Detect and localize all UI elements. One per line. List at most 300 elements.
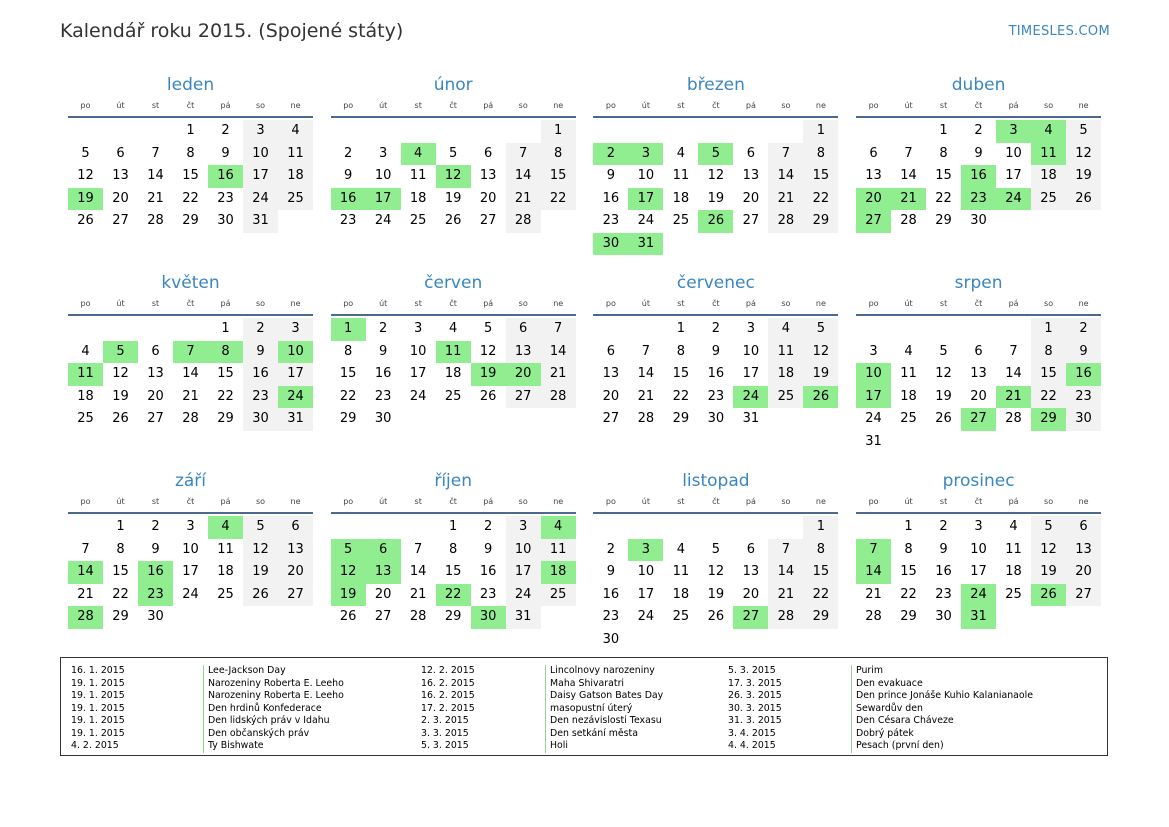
day-cell: 13	[742, 564, 760, 579]
day-cell: 25	[672, 609, 690, 624]
day-cell: 9	[606, 168, 616, 183]
day-cell: 19	[803, 363, 838, 386]
day-cell: 8	[676, 343, 686, 359]
weekday-label: st	[677, 101, 685, 110]
holiday-date-column	[71, 665, 125, 753]
holiday-day: 16	[208, 165, 243, 188]
day-cell: 22	[112, 586, 129, 602]
day-cell: 28	[768, 210, 803, 233]
holiday-name: Den setkání města	[545, 728, 663, 741]
day-cell: 31	[278, 408, 313, 431]
weekday-label: út	[641, 497, 650, 506]
empty-cell	[996, 606, 1031, 629]
day-cell: 10	[506, 539, 541, 562]
day-cell: 2	[711, 321, 721, 336]
empty-cell	[733, 120, 768, 143]
day-cell: 4	[904, 343, 913, 359]
weekday-label: so	[1044, 497, 1054, 506]
empty-cell	[278, 210, 313, 233]
day-cell: 19	[935, 388, 952, 404]
day-cell: 30	[217, 213, 234, 228]
weekday-header	[68, 494, 313, 514]
weekday-label: pá	[483, 299, 494, 308]
day-cell: 14	[409, 564, 427, 579]
weekday-label: po	[868, 299, 879, 308]
holiday-day: 26	[803, 386, 838, 409]
day-cell: 1	[676, 321, 686, 336]
day-cell: 2	[939, 519, 948, 534]
weekday-label: po	[343, 101, 354, 110]
holiday-day: 11	[1031, 143, 1066, 166]
holiday-day: 11	[68, 363, 103, 386]
day-cell: 27	[506, 386, 541, 409]
holiday-list	[60, 657, 1108, 756]
day-cell: 15	[339, 366, 357, 381]
empty-cell	[768, 629, 803, 652]
holiday-day: 22	[436, 584, 471, 607]
holiday-day: 30	[471, 606, 506, 629]
day-cell: 23	[1066, 386, 1101, 409]
day-cell: 5	[449, 145, 458, 161]
day-cell: 20	[278, 561, 313, 584]
day-cell: 21	[147, 190, 164, 206]
day-cell: 4	[768, 318, 803, 341]
holiday-day: 20	[856, 188, 891, 211]
day-cell: 17	[637, 586, 655, 602]
weekday-label: út	[379, 101, 388, 110]
day-cell: 12	[77, 168, 94, 183]
empty-cell	[401, 408, 436, 431]
day-cell: 13	[147, 366, 164, 381]
empty-cell	[926, 431, 961, 454]
day-grid	[331, 318, 576, 431]
month-name: září	[174, 471, 207, 491]
holiday-name: Narozeniny Roberta E. Leeho	[203, 678, 344, 691]
day-cell: 26	[1066, 188, 1101, 211]
day-cell: 27	[742, 213, 760, 228]
empty-cell	[541, 408, 576, 431]
holiday-date: 19. 1. 2015	[71, 702, 125, 714]
day-cell: 4	[676, 145, 686, 161]
holiday-day: 12	[331, 561, 366, 584]
empty-cell	[1031, 210, 1066, 233]
empty-cell	[663, 629, 698, 652]
day-cell: 3	[379, 145, 388, 161]
day-cell: 5	[243, 516, 278, 539]
holiday-day: 27	[961, 408, 996, 431]
day-cell: 22	[541, 188, 576, 211]
weekday-label: st	[939, 101, 948, 110]
day-cell: 3	[746, 321, 756, 336]
holiday-date: 16. 2. 2015	[421, 677, 475, 689]
day-cell: 4	[81, 343, 90, 359]
day-cell: 28	[865, 609, 882, 624]
day-cell: 9	[344, 168, 353, 183]
day-cell: 6	[1066, 516, 1101, 539]
day-cell: 9	[974, 145, 983, 161]
day-cell: 2	[974, 123, 983, 138]
weekday-label: ne	[1078, 101, 1089, 110]
day-cell: 23	[217, 190, 234, 206]
day-cell: 10	[374, 168, 392, 183]
day-cell: 4	[676, 541, 686, 557]
day-cell: 21	[541, 363, 576, 386]
day-cell: 13	[742, 168, 760, 183]
day-cell: 5	[1031, 516, 1066, 539]
day-cell: 20	[1066, 561, 1101, 584]
day-cell: 6	[869, 145, 878, 161]
day-cell: 16	[602, 190, 620, 206]
holiday-day: 19	[68, 188, 103, 211]
weekday-label: st	[677, 299, 685, 308]
weekday-label: st	[151, 101, 160, 110]
weekday-label: so	[781, 497, 791, 506]
empty-cell	[173, 606, 208, 629]
day-cell: 1	[449, 519, 458, 534]
day-cell: 18	[1005, 564, 1022, 579]
holiday-day: 2	[593, 143, 628, 166]
weekday-label: po	[868, 101, 879, 110]
holiday-day: 12	[436, 165, 471, 188]
day-cell: 15	[672, 366, 690, 381]
day-cell: 3	[243, 120, 278, 143]
day-grid	[856, 120, 1101, 233]
empty-cell	[698, 120, 733, 143]
day-cell: 17	[409, 366, 427, 381]
day-cell: 20	[742, 586, 760, 602]
day-cell: 8	[344, 343, 353, 359]
holiday-day: 5	[103, 341, 138, 364]
day-cell: 29	[339, 411, 357, 426]
day-cell: 25	[768, 386, 803, 409]
day-cell: 19	[707, 190, 725, 206]
weekday-label: čt	[186, 101, 195, 110]
weekday-label: út	[904, 101, 913, 110]
day-cell: 27	[479, 213, 497, 228]
day-cell: 3	[974, 519, 983, 534]
day-cell: 12	[803, 341, 838, 364]
day-cell: 23	[935, 586, 952, 602]
day-cell: 11	[900, 366, 917, 381]
weekday-label: st	[151, 497, 160, 506]
day-cell: 21	[865, 586, 882, 602]
weekday-label: čt	[974, 299, 983, 308]
empty-cell	[103, 120, 138, 143]
empty-cell	[856, 120, 891, 143]
day-cell: 11	[541, 539, 576, 562]
empty-cell	[366, 516, 401, 539]
holiday-name: Den evakuace	[851, 678, 1033, 691]
weekday-header	[331, 494, 576, 514]
holiday-name: Narozeniny Roberta E. Leeho	[203, 690, 344, 703]
weekday-label: čt	[974, 101, 983, 110]
holiday-day: 8	[208, 341, 243, 364]
day-cell: 24	[182, 586, 199, 602]
day-cell: 12	[243, 539, 278, 562]
day-cell: 7	[81, 541, 90, 557]
empty-cell	[331, 120, 366, 143]
empty-cell	[768, 516, 803, 539]
month-1	[331, 72, 576, 270]
weekday-label: so	[518, 101, 528, 110]
empty-cell	[768, 233, 803, 256]
holiday-date: 19. 1. 2015	[71, 690, 125, 701]
page-title: Kalendář roku 2015. (Spojené státy)	[60, 20, 404, 42]
empty-cell	[208, 606, 243, 629]
empty-cell	[68, 516, 103, 539]
month-name: květen	[161, 273, 220, 293]
day-grid	[68, 120, 313, 233]
day-cell: 8	[541, 143, 576, 166]
day-cell: 2	[344, 145, 353, 161]
weekday-label: pá	[483, 497, 494, 506]
day-cell: 13	[865, 168, 882, 183]
holiday-date: 17. 3. 2015	[728, 677, 782, 689]
day-cell: 6	[484, 145, 493, 161]
weekday-label: so	[518, 497, 528, 506]
day-cell: 26	[479, 388, 497, 404]
holiday-day: 19	[331, 584, 366, 607]
day-cell: 11	[278, 143, 313, 166]
holiday-date: 16. 2. 2015	[421, 690, 475, 701]
holiday-day: 24	[996, 188, 1031, 211]
holiday-date: 19. 1. 2015	[71, 727, 125, 739]
day-cell: 30	[707, 411, 725, 426]
weekday-label: pá	[483, 101, 494, 110]
holiday-day: 10	[856, 363, 891, 386]
holiday-day: 20	[506, 363, 541, 386]
weekday-label: po	[343, 497, 354, 506]
day-cell: 2	[606, 541, 616, 557]
day-cell: 9	[606, 564, 616, 579]
holiday-name: Daisy Gatson Bates Day	[545, 690, 663, 703]
day-cell: 12	[707, 168, 725, 183]
day-cell: 27	[278, 584, 313, 607]
holiday-day: 4	[401, 143, 436, 166]
day-cell: 5	[1066, 120, 1101, 143]
empty-cell	[331, 516, 366, 539]
day-cell: 10	[243, 143, 278, 166]
holiday-day: 6	[366, 539, 401, 562]
holiday-name: Lee-Jackson Day	[203, 665, 344, 678]
day-cell: 8	[803, 143, 838, 166]
holiday-day: 17	[628, 188, 663, 211]
day-cell: 18	[444, 366, 462, 381]
holiday-day: 31	[628, 233, 663, 256]
day-cell: 9	[711, 343, 721, 359]
empty-cell	[663, 233, 698, 256]
day-cell: 31	[865, 433, 882, 449]
day-cell: 10	[182, 541, 199, 557]
day-cell: 28	[900, 213, 917, 228]
day-cell: 13	[970, 366, 987, 381]
day-cell: 1	[221, 321, 230, 336]
holiday-day: 14	[856, 561, 891, 584]
empty-cell	[803, 233, 838, 256]
weekday-label: po	[343, 299, 354, 308]
day-cell: 12	[707, 564, 725, 579]
day-cell: 13	[1066, 539, 1101, 562]
empty-cell	[733, 233, 768, 256]
weekday-label: pá	[745, 299, 756, 308]
day-cell: 11	[672, 168, 690, 183]
day-cell: 25	[217, 586, 234, 602]
day-cell: 22	[672, 388, 690, 404]
day-cell: 4	[449, 321, 458, 336]
day-cell: 29	[217, 411, 234, 426]
empty-cell	[891, 431, 926, 454]
holiday-day: 23	[138, 584, 173, 607]
holiday-day: 16	[1066, 363, 1101, 386]
day-cell: 15	[1031, 363, 1066, 386]
day-cell: 8	[939, 145, 948, 161]
weekday-label: čt	[449, 101, 457, 110]
empty-cell	[506, 408, 541, 431]
weekday-label: st	[414, 497, 422, 506]
weekday-label: ne	[815, 497, 826, 506]
day-cell: 16	[243, 363, 278, 386]
holiday-day: 10	[278, 341, 313, 364]
holiday-day: 3	[996, 120, 1031, 143]
weekday-label: čt	[974, 497, 983, 506]
day-cell: 18	[217, 564, 234, 579]
day-cell: 25	[1005, 586, 1022, 602]
day-cell: 22	[803, 188, 838, 211]
month-7	[856, 270, 1101, 468]
day-cell: 17	[243, 165, 278, 188]
empty-cell	[663, 120, 698, 143]
day-cell: 29	[803, 210, 838, 233]
day-cell: 3	[506, 516, 541, 539]
day-cell: 26	[77, 213, 94, 228]
day-grid	[331, 120, 576, 233]
day-cell: 23	[243, 386, 278, 409]
site-link[interactable]: TIMESLES.COM	[1008, 24, 1110, 39]
day-cell: 12	[112, 366, 129, 381]
day-cell: 4	[278, 120, 313, 143]
day-cell: 11	[1005, 541, 1022, 557]
day-cell: 25	[672, 213, 690, 228]
day-cell: 16	[707, 366, 725, 381]
holiday-date: 19. 1. 2015	[71, 677, 125, 689]
holiday-day: 29	[1031, 408, 1066, 431]
weekday-label: pá	[220, 299, 231, 308]
holiday-name-column	[545, 665, 663, 753]
empty-cell	[401, 516, 436, 539]
day-cell: 18	[77, 388, 94, 404]
day-cell: 14	[768, 561, 803, 584]
empty-cell	[996, 431, 1031, 454]
weekday-label: st	[939, 497, 948, 506]
day-cell: 14	[900, 168, 917, 183]
day-cell: 9	[379, 343, 388, 359]
day-cell: 28	[637, 411, 655, 426]
weekday-label: st	[414, 101, 422, 110]
holiday-name: Dobrý pátek	[851, 728, 1033, 741]
day-cell: 1	[186, 123, 195, 138]
day-cell: 25	[1031, 188, 1066, 211]
empty-cell	[471, 408, 506, 431]
day-cell: 9	[939, 541, 948, 557]
holiday-day: 4	[208, 516, 243, 539]
weekday-label: čt	[712, 497, 720, 506]
weekday-label: ne	[290, 497, 301, 506]
empty-cell	[1066, 431, 1101, 454]
weekday-label: st	[151, 299, 160, 308]
weekday-label: so	[1044, 101, 1054, 110]
day-cell: 11	[409, 168, 427, 183]
day-cell: 22	[182, 190, 199, 206]
day-cell: 22	[1031, 386, 1066, 409]
day-cell: 24	[243, 188, 278, 211]
day-cell: 12	[479, 343, 497, 359]
month-name: červenec	[676, 273, 755, 293]
day-cell: 15	[803, 561, 838, 584]
empty-cell	[856, 516, 891, 539]
day-cell: 25	[77, 411, 94, 426]
day-cell: 23	[339, 213, 357, 228]
weekday-label: so	[781, 299, 791, 308]
empty-cell	[1031, 606, 1066, 629]
day-cell: 20	[479, 190, 497, 206]
weekday-label: út	[904, 299, 913, 308]
empty-cell	[541, 210, 576, 233]
empty-cell	[803, 629, 838, 652]
empty-cell	[366, 120, 401, 143]
weekday-header	[593, 494, 838, 514]
day-cell: 24	[374, 213, 392, 228]
weekday-label: čt	[186, 497, 195, 506]
weekday-label: út	[116, 299, 125, 308]
weekday-label: ne	[815, 299, 826, 308]
month-4	[68, 270, 313, 468]
empty-cell	[278, 606, 313, 629]
empty-cell	[628, 629, 663, 652]
day-cell: 1	[1031, 318, 1066, 341]
day-cell: 21	[409, 586, 427, 602]
empty-cell	[698, 516, 733, 539]
day-cell: 13	[112, 168, 129, 183]
day-cell: 11	[768, 341, 803, 364]
day-cell: 18	[409, 190, 427, 206]
day-grid	[68, 318, 313, 431]
day-cell: 19	[112, 388, 129, 404]
day-cell: 6	[116, 145, 125, 161]
empty-cell	[961, 318, 996, 341]
month-2	[593, 72, 838, 270]
day-cell: 20	[742, 190, 760, 206]
day-cell: 17	[506, 561, 541, 584]
empty-cell	[768, 120, 803, 143]
weekday-label: út	[379, 299, 388, 308]
holiday-date: 16. 1. 2015	[71, 665, 125, 676]
weekday-label: čt	[712, 101, 720, 110]
day-cell: 14	[506, 165, 541, 188]
day-cell: 13	[506, 341, 541, 364]
month-name: prosinec	[942, 471, 1015, 491]
day-cell: 3	[414, 321, 423, 336]
day-cell: 8	[186, 145, 195, 161]
day-cell: 28	[409, 609, 427, 624]
weekday-label: pá	[745, 497, 756, 506]
weekday-label: so	[518, 299, 528, 308]
empty-cell	[593, 318, 628, 341]
day-cell: 7	[641, 343, 651, 359]
holiday-name: Purim	[851, 665, 1033, 678]
holiday-day: 14	[68, 561, 103, 584]
holiday-day: 24	[733, 386, 768, 409]
day-cell: 25	[900, 411, 917, 426]
